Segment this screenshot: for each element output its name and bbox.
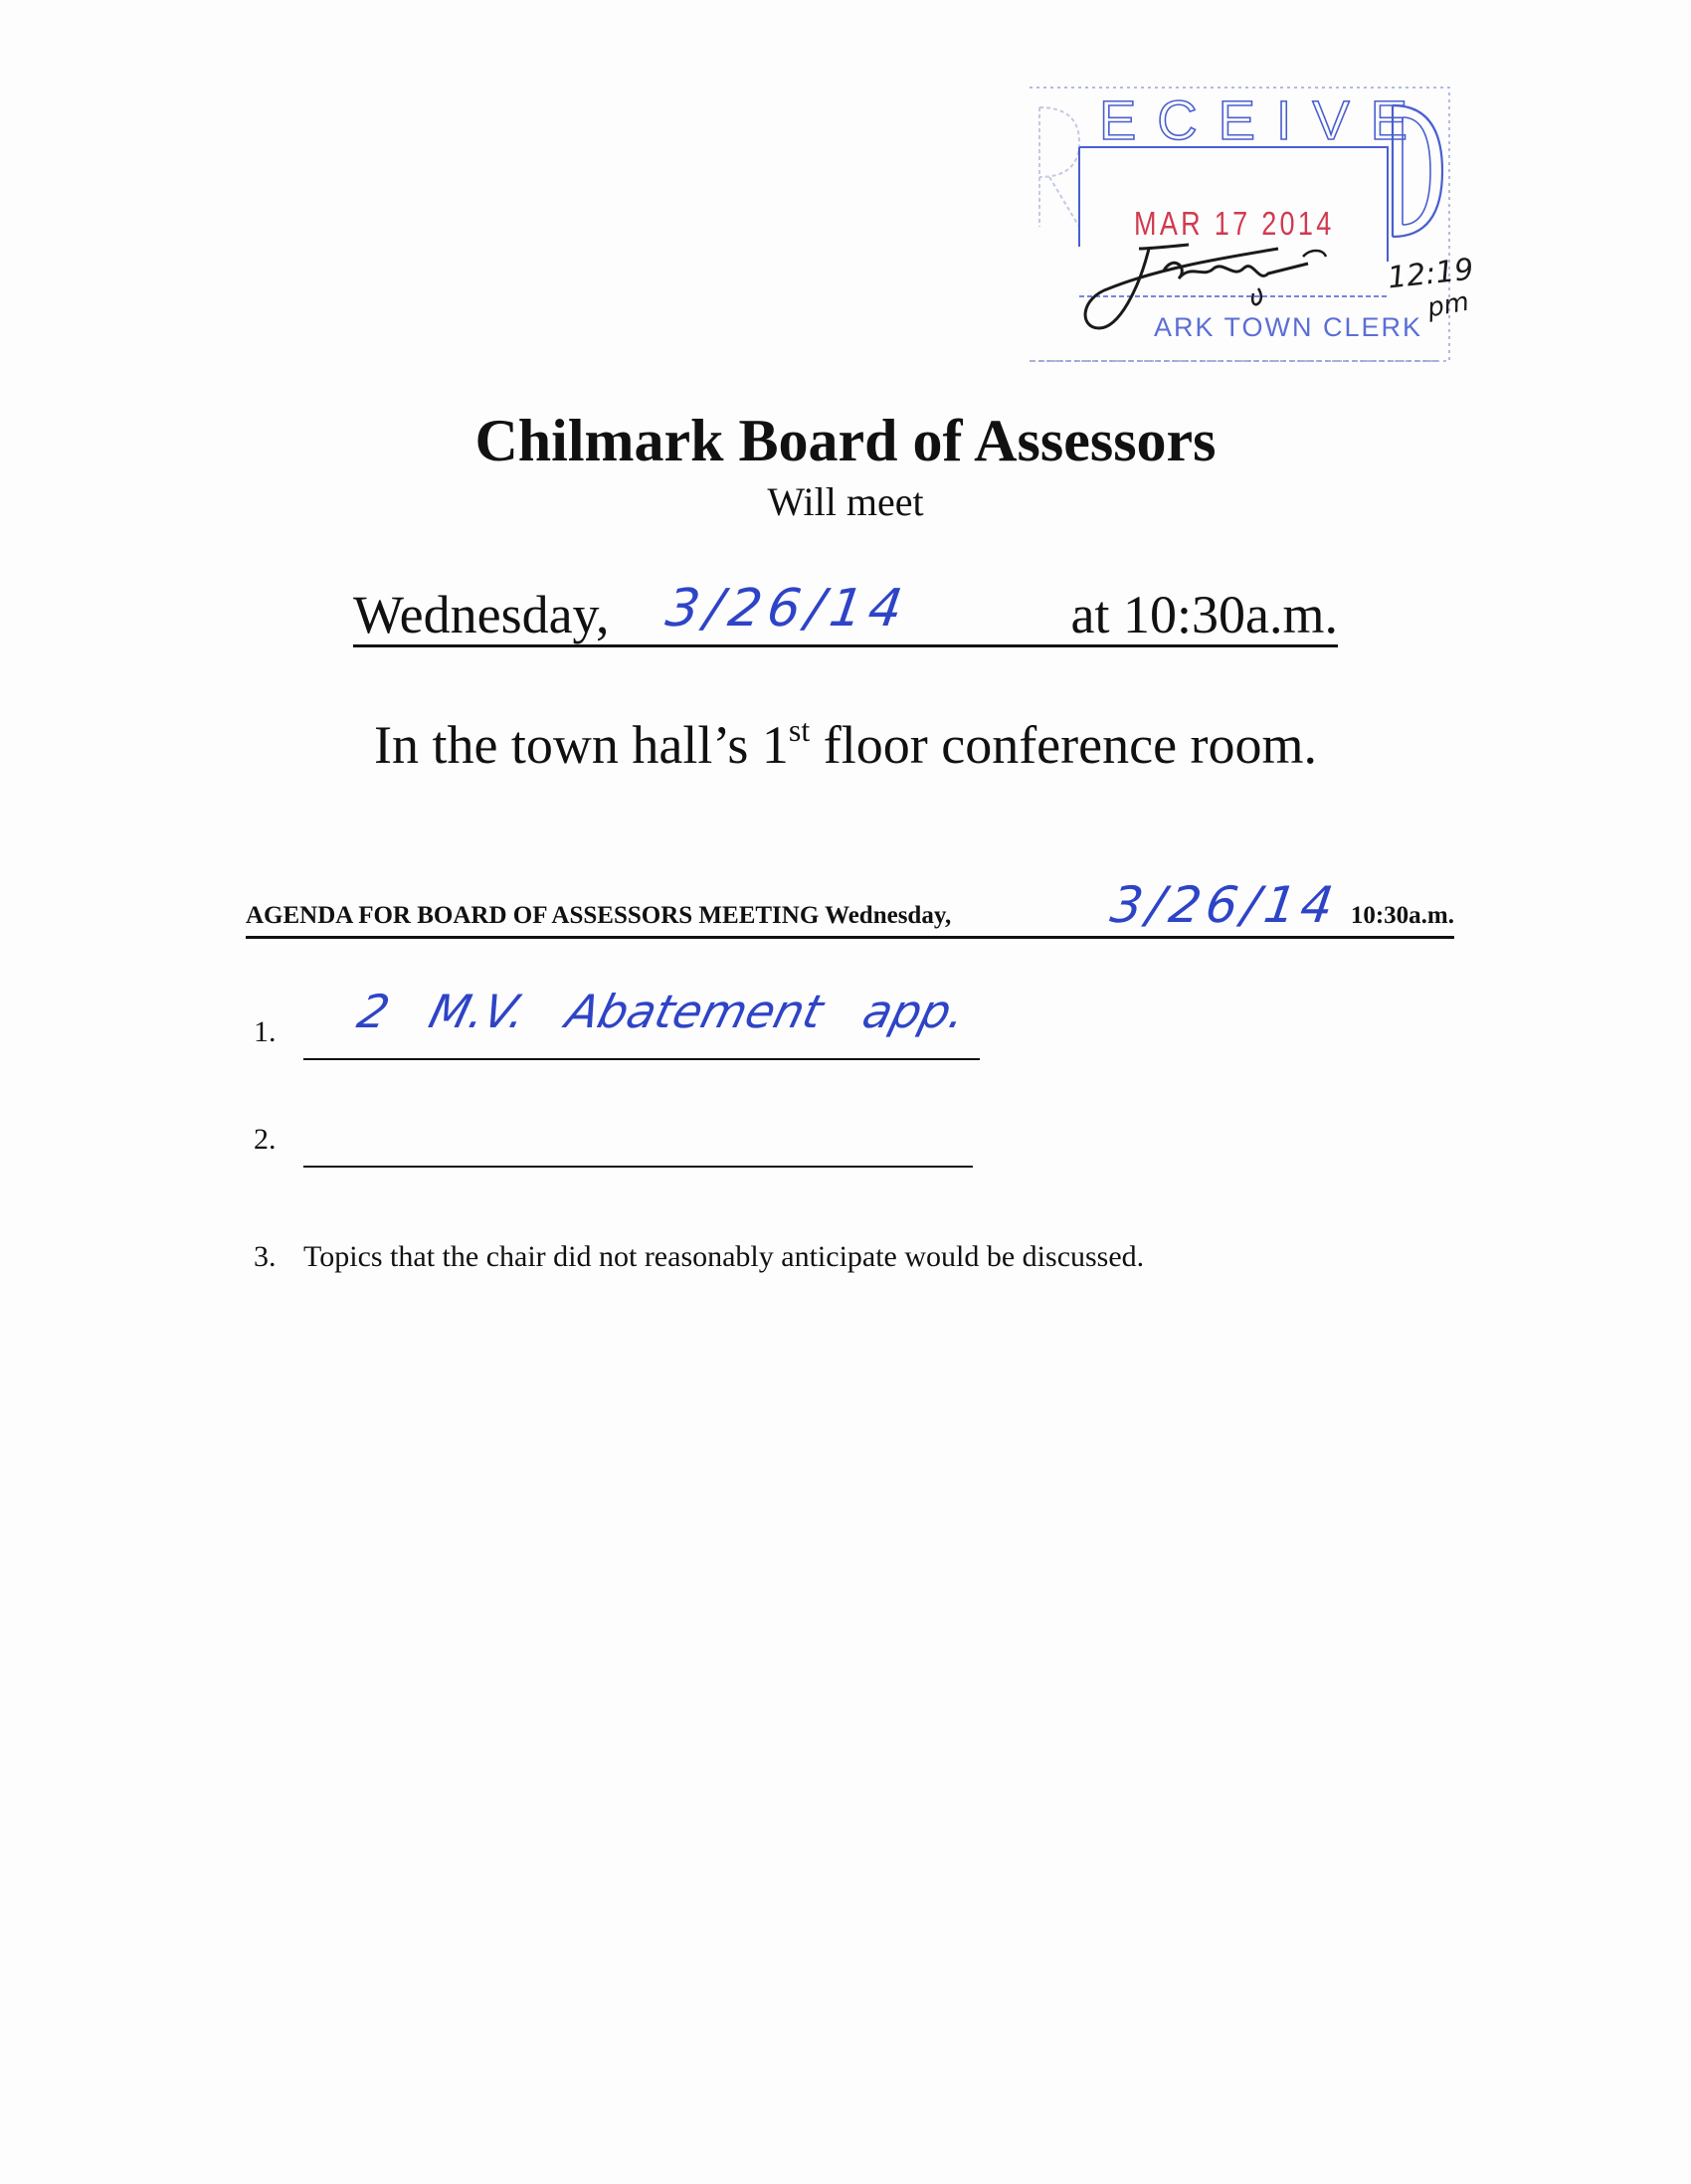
agenda-item-number: 3. — [254, 1240, 277, 1273]
agenda-heading-line — [246, 876, 1454, 939]
stamp-letter: I — [1275, 89, 1292, 151]
stamp-clerk-label: ARK TOWN CLERK — [1154, 312, 1423, 342]
stamp-letter: E — [1099, 89, 1137, 151]
stamp-received-word — [1099, 88, 1408, 152]
location-suffix: floor conference room. — [810, 715, 1318, 775]
clerk-signature — [1079, 209, 1378, 348]
agenda-item-blank — [303, 1122, 973, 1168]
agenda-item-blank — [303, 985, 980, 1060]
stamp-letter: V — [1312, 89, 1350, 151]
stamp-letter: E — [1218, 89, 1255, 151]
stamp-date: MAR 17 2014 — [1134, 205, 1335, 242]
location-prefix: In the town hall’s 1 — [373, 715, 789, 775]
location-superscript: st — [788, 712, 811, 748]
document-title: Chilmark Board of Assessors — [474, 408, 1217, 473]
agenda-heading: AGENDA FOR BOARD OF ASSESSORS MEETING Wednesday, — [246, 902, 952, 929]
meeting-handwritten-date: 3/26/14 — [661, 579, 912, 638]
agenda-item-handwritten: 2 M.V. Abatement app. — [352, 985, 972, 1038]
agenda-time: 10:30a.m. — [1350, 902, 1454, 929]
stamp-letter: E — [1370, 89, 1408, 151]
meeting-date-line — [353, 579, 1338, 647]
stamp-letter: C — [1157, 89, 1198, 151]
agenda-item-number: 1. — [254, 1015, 277, 1048]
handwritten-time: 12:19 — [1386, 252, 1476, 296]
meeting-time-label: at 10:30a.m. — [1070, 585, 1338, 644]
handwritten-pm: pm — [1424, 286, 1472, 324]
agenda-item-number: 2. — [254, 1123, 277, 1156]
agenda-item-text: Topics that the chair did not reasonably anticipate would be discussed. — [303, 1240, 1145, 1273]
meeting-day-label: Wednesday, — [353, 585, 610, 644]
meeting-location — [0, 710, 1691, 780]
agenda-handwritten-date: 3/26/14 — [1106, 876, 1342, 934]
document-subtitle: Will meet — [767, 479, 924, 524]
